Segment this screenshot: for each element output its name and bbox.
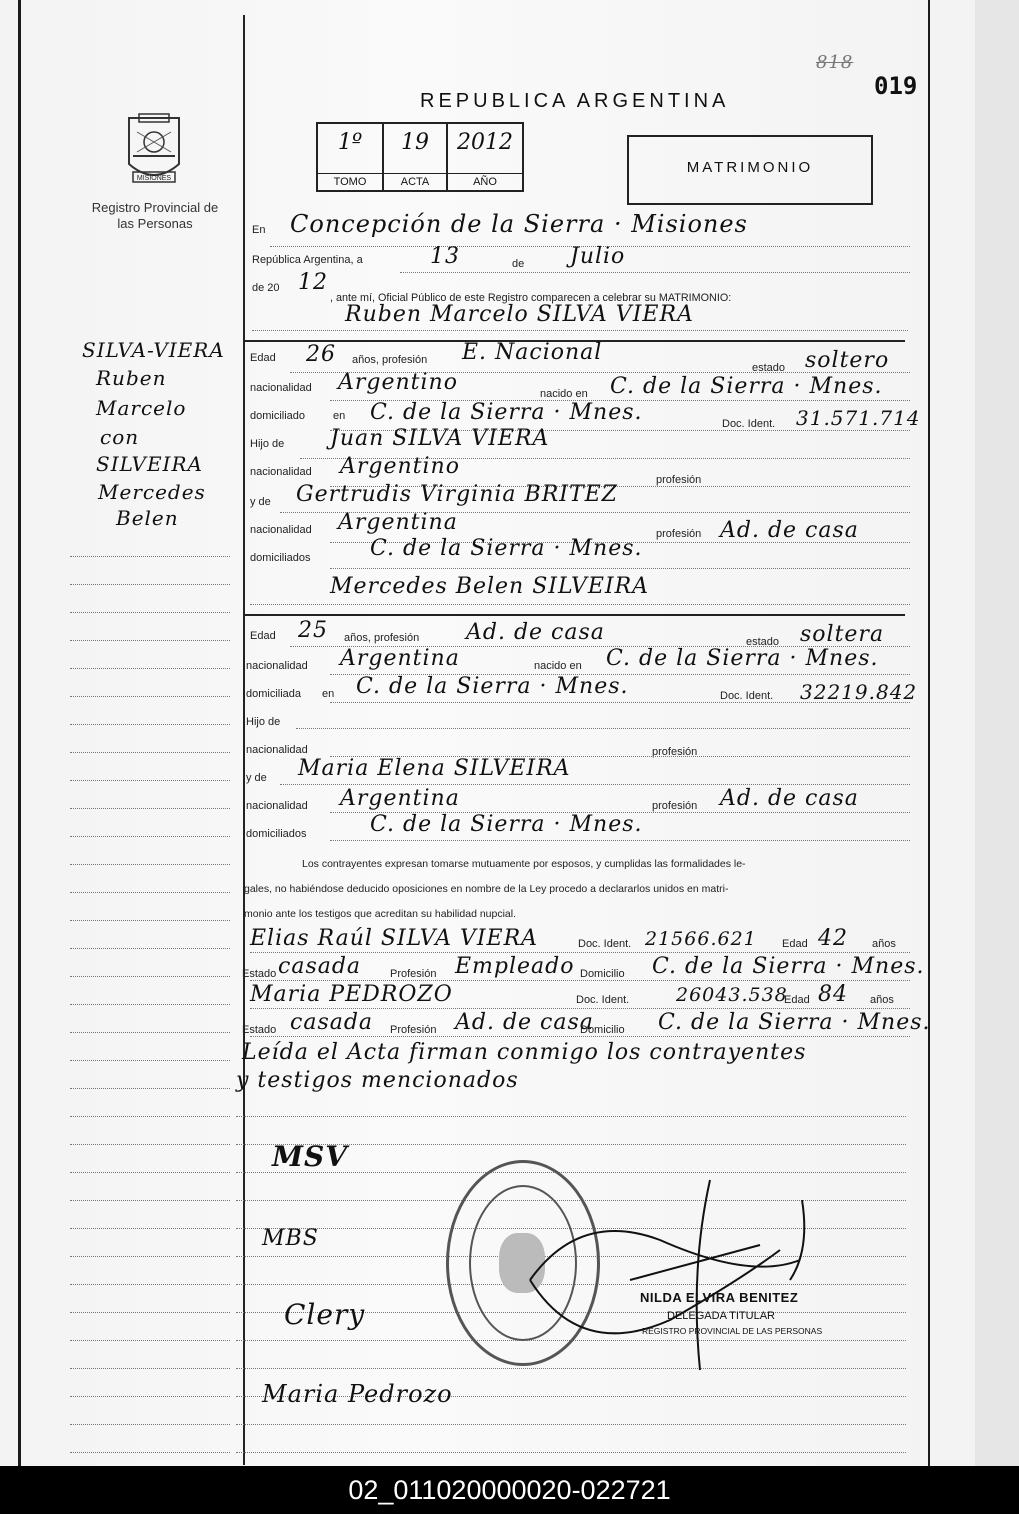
domicilio-label: Domicilio <box>580 1024 625 1036</box>
bride-address: C. de la Sierra · Mnes. <box>356 674 629 699</box>
de-label: de <box>512 258 525 270</box>
bride-mother-nationality: Argentina <box>340 786 460 811</box>
nacionalidad-label: nacionalidad <box>246 660 308 672</box>
margin-note-line: Belen <box>116 506 179 530</box>
closing-line: y testigos mencionados <box>236 1068 519 1093</box>
signature-witness-2: Maria Pedrozo <box>262 1380 453 1408</box>
witness-address: C. de la Sierra · Mnes. <box>652 954 925 979</box>
margin-rule <box>243 15 245 1465</box>
groom-mother-nationality: Argentina <box>338 510 458 535</box>
witness-age: 42 <box>818 926 848 951</box>
margin-note-line: Mercedes <box>98 480 206 504</box>
record-type: MATRIMONIO <box>686 159 814 176</box>
record-number-box <box>316 122 524 192</box>
bride-section-divider <box>245 614 905 616</box>
domiciliado-label: domiciliado <box>250 410 306 422</box>
doc-ident-label: Doc. Ident. <box>578 938 632 950</box>
witness-age: 84 <box>818 982 848 1007</box>
book-edge <box>975 0 1019 1466</box>
witness-status: casada <box>278 954 362 979</box>
groom-full-name: Ruben Marcelo SILVA VIERA <box>345 302 694 327</box>
official-signature-icon <box>520 1170 823 1380</box>
en-label: en <box>322 688 335 700</box>
domicilio-label: Domicilio <box>580 968 625 980</box>
margin-note-line: con <box>100 425 140 449</box>
groom-status: soltero <box>805 348 890 373</box>
page-left-edge <box>18 0 21 1466</box>
record-type-box <box>627 135 873 205</box>
bride-full-name: Mercedes Belen SILVEIRA <box>330 574 650 599</box>
domiciliada-label: domiciliada <box>246 688 302 700</box>
groom-mother: Gertrudis Virginia BRITEZ <box>296 482 618 507</box>
groom-nationality: Argentino <box>338 370 458 395</box>
bride-nationality: Argentina <box>340 646 460 671</box>
marriage-day: 13 <box>430 244 460 269</box>
acta-cell <box>384 124 448 190</box>
signature-witness-1: Clery <box>284 1298 366 1331</box>
doc-ident-label: Doc. Ident. <box>722 418 776 430</box>
appearance-statement: , ante mí, Oficial Público de este Registro comparecen a celebrar su MATRIMONIO: <box>330 292 732 304</box>
signature-bride: MBS <box>262 1226 319 1251</box>
hijo-label: Hijo de <box>250 438 285 450</box>
y-de-label: y de <box>250 496 271 508</box>
anos-profesion-label: años, profesión <box>352 354 428 366</box>
bride-parents-address: C. de la Sierra · Mnes. <box>370 812 643 837</box>
witness-address: C. de la Sierra · Mnes. <box>658 1010 931 1035</box>
groom-doc: 31.571.714 <box>796 406 921 430</box>
misiones-seal-icon <box>123 112 185 188</box>
margin-note-line: SILVEIRA <box>96 452 203 476</box>
svg-text:MISIONES: MISIONES <box>136 175 172 182</box>
nacionalidad-label: nacionalidad <box>246 800 308 812</box>
formal-line: monio ante los testigos que acreditan su habilidad nupcial. <box>244 908 517 920</box>
edad-label: Edad <box>250 352 276 364</box>
anio-cell <box>448 124 522 190</box>
profesion-label: profesión <box>652 800 698 812</box>
estado-label: Estado <box>242 1024 277 1036</box>
hijo-label: Hijo de <box>246 716 281 728</box>
nacido-label: nacido en <box>534 660 582 672</box>
groom-profession: E. Nacional <box>462 340 603 365</box>
nacionalidad-label: nacionalidad <box>250 382 312 394</box>
nacionalidad-label: nacionalidad <box>246 744 308 756</box>
edad-label: Edad <box>782 938 808 950</box>
tomo-cell <box>318 124 384 190</box>
doc-ident-label: Doc. Ident. <box>576 994 630 1006</box>
witness-profession: Ad. de casa <box>455 1010 594 1035</box>
marriage-place: Concepción de la Sierra · Misiones <box>290 210 748 238</box>
en-label: En <box>252 224 266 236</box>
formal-line: Los contrayentes expresan tomarse mutuamente por esposos, y cumplidas las formalidades le- <box>302 858 746 870</box>
acta-label: ACTA <box>384 173 446 190</box>
nacionalidad-label: nacionalidad <box>250 524 312 536</box>
anio-value: 2012 <box>457 130 513 155</box>
official-office: REGISTRO PROVINCIAL DE LAS PERSONAS <box>642 1326 823 1336</box>
nacionalidad-label: nacionalidad <box>250 466 312 478</box>
signature-groom: MSV <box>272 1140 348 1173</box>
marriage-year-suffix: 12 <box>298 270 328 295</box>
estado-label: Estado <box>242 968 277 980</box>
estado-label: estado <box>752 362 786 374</box>
margin-note-line: Ruben <box>96 366 167 390</box>
document-id-footer: 02_011020000020-022721 <box>0 1466 1019 1514</box>
page-right-edge <box>928 0 930 1466</box>
country-title: REPUBLICA ARGENTINA <box>420 90 730 112</box>
tomo-value: 1º <box>337 130 363 155</box>
domiciliados-label: domiciliados <box>250 552 311 564</box>
closing-line: Leída el Acta firman conmigo los contrayentes <box>242 1040 807 1065</box>
witness-status: casada <box>290 1010 374 1035</box>
bride-profession: Ad. de casa <box>466 620 605 645</box>
bride-age: 25 <box>298 618 328 643</box>
margin-note-line: SILVA-VIERA <box>82 338 225 362</box>
doc-ident-label: Doc. Ident. <box>720 690 774 702</box>
profesion-label: profesión <box>656 528 702 540</box>
bride-mother-profession: Ad. de casa <box>720 786 859 811</box>
page-number: 019 <box>874 72 918 100</box>
edad-label: Edad <box>784 994 810 1006</box>
witness-doc: 26043.538 <box>676 984 788 1006</box>
official-name: NILDA ELVIRA BENITEZ <box>640 1290 799 1305</box>
profesion-label: Profesión <box>390 968 437 980</box>
tomo-label: TOMO <box>318 173 382 190</box>
groom-mother-profession: Ad. de casa <box>720 518 859 543</box>
en-label: en <box>333 410 346 422</box>
estado-label: estado <box>746 636 780 648</box>
nacido-label: nacido en <box>540 388 588 400</box>
groom-age: 26 <box>306 342 336 367</box>
witness-doc: 21566.621 <box>645 928 757 950</box>
y-de-label: y de <box>246 772 267 784</box>
anos-label: años <box>870 994 894 1006</box>
groom-parents-address: C. de la Sierra · Mnes. <box>370 536 643 561</box>
profesion-label: profesión <box>652 746 698 758</box>
groom-birthplace: C. de la Sierra · Mnes. <box>610 374 883 399</box>
formal-line: gales, no habiéndose deducido oposiciones en nombre de la Ley procedo a declararlos unidos en matri- <box>244 883 729 895</box>
anos-label: años <box>872 938 896 950</box>
anio-label: AÑO <box>448 173 522 190</box>
acta-value: 19 <box>401 130 429 155</box>
republica-label: República Argentina, a <box>252 254 363 266</box>
year-prefix: de 20 <box>252 282 280 294</box>
profesion-label: profesión <box>656 474 702 486</box>
anos-profesion-label: años, profesión <box>344 632 420 644</box>
groom-father: Juan SILVA VIERA <box>330 426 550 451</box>
bride-doc: 32219.842 <box>800 680 918 704</box>
profesion-label: Profesión <box>390 1024 437 1036</box>
bride-status: soltera <box>800 622 885 647</box>
marriage-month: Julio <box>570 244 626 269</box>
bride-birthplace: C. de la Sierra · Mnes. <box>606 646 879 671</box>
witness-name: Maria PEDROZO <box>250 982 453 1007</box>
groom-father-nationality: Argentino <box>340 454 460 479</box>
registry-name: Registro Provincial de las Personas <box>91 200 219 231</box>
witness-profession: Empleado <box>455 954 575 979</box>
domiciliados-label: domiciliados <box>246 828 307 840</box>
groom-address: C. de la Sierra · Mnes. <box>370 400 643 425</box>
official-title: DELEGADA TITULAR <box>667 1310 775 1322</box>
margin-note-line: Marcelo <box>96 396 187 420</box>
witness-name: Elias Raúl SILVA VIERA <box>250 926 539 951</box>
bride-mother: Maria Elena SILVEIRA <box>298 756 571 781</box>
edad-label: Edad <box>250 630 276 642</box>
crossed-page-number: 818 <box>816 52 854 73</box>
